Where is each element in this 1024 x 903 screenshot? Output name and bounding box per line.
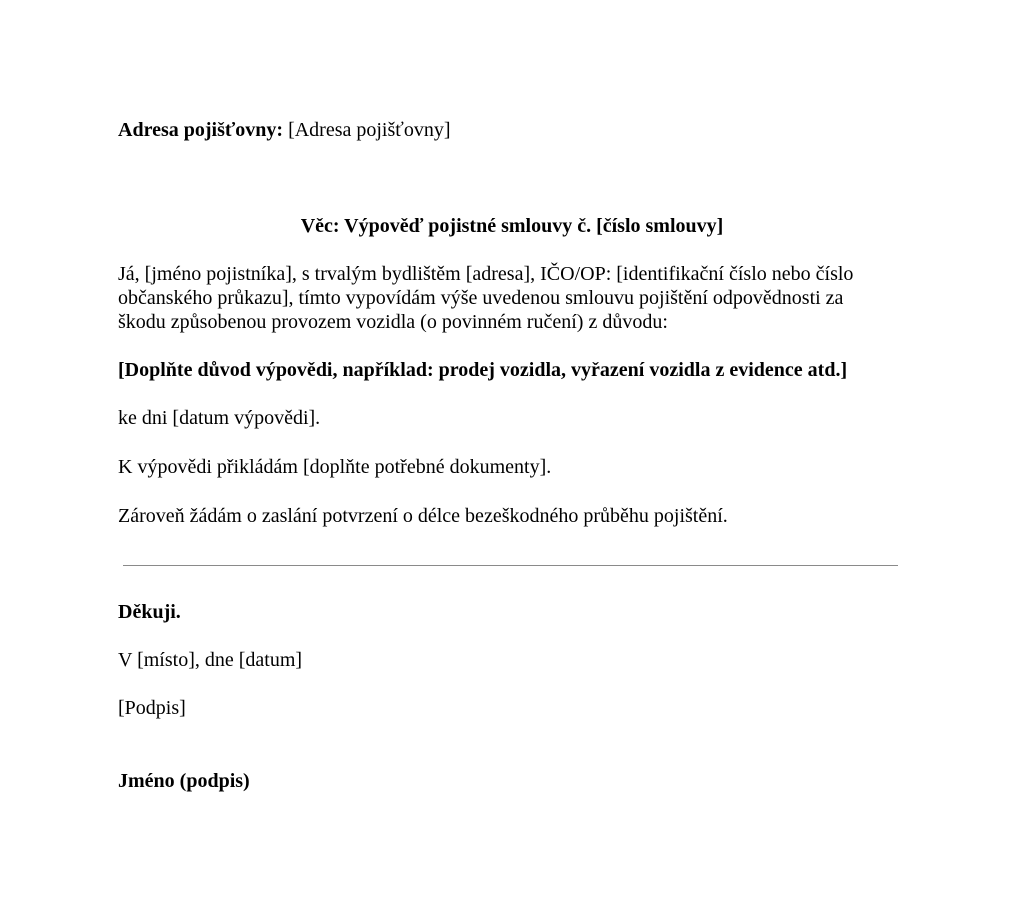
subject-heading: Věc: Výpověď pojistné smlouvy č. [číslo smlouvy] bbox=[300, 215, 724, 237]
thanks-line: Děkuji. bbox=[118, 601, 181, 623]
intro-paragraph bbox=[118, 262, 898, 334]
horizontal-divider bbox=[123, 565, 898, 566]
name-signature-line: Jméno (podpis) bbox=[118, 770, 250, 792]
place-date-line: V [místo], dne [datum] bbox=[118, 649, 303, 671]
intro-line-1: Já, [jméno pojistníka], s trvalým bydlištěm [adresa], IČO/OP: [identifikační číslo nebo číslo bbox=[118, 263, 854, 285]
intro-line-2: občanského průkazu], tímto vypovídám výše uvedenou smlouvu pojištění odpovědnosti za bbox=[118, 287, 844, 309]
intro-line-3: škodu způsobenou provozem vozidla (o povinném ručení) z důvodu: bbox=[118, 311, 668, 333]
insurer-address-label: Adresa pojišťovny: bbox=[118, 119, 284, 141]
insurer-address-line bbox=[118, 118, 450, 142]
termination-reason: [Doplňte důvod výpovědi, například: prodej vozidla, vyřazení vozidla z evidence atd.] bbox=[118, 359, 848, 381]
signature-placeholder: [Podpis] bbox=[118, 697, 186, 719]
termination-date-line: ke dni [datum výpovědi]. bbox=[118, 407, 321, 429]
attachments-line: K výpovědi přikládám [doplňte potřebné dokumenty]. bbox=[118, 456, 552, 478]
insurer-address-value: [Adresa pojišťovny] bbox=[288, 119, 451, 141]
confirmation-request-line: Zároveň žádám o zaslání potvrzení o délce bezeškodného průběhu pojištění. bbox=[118, 505, 728, 527]
